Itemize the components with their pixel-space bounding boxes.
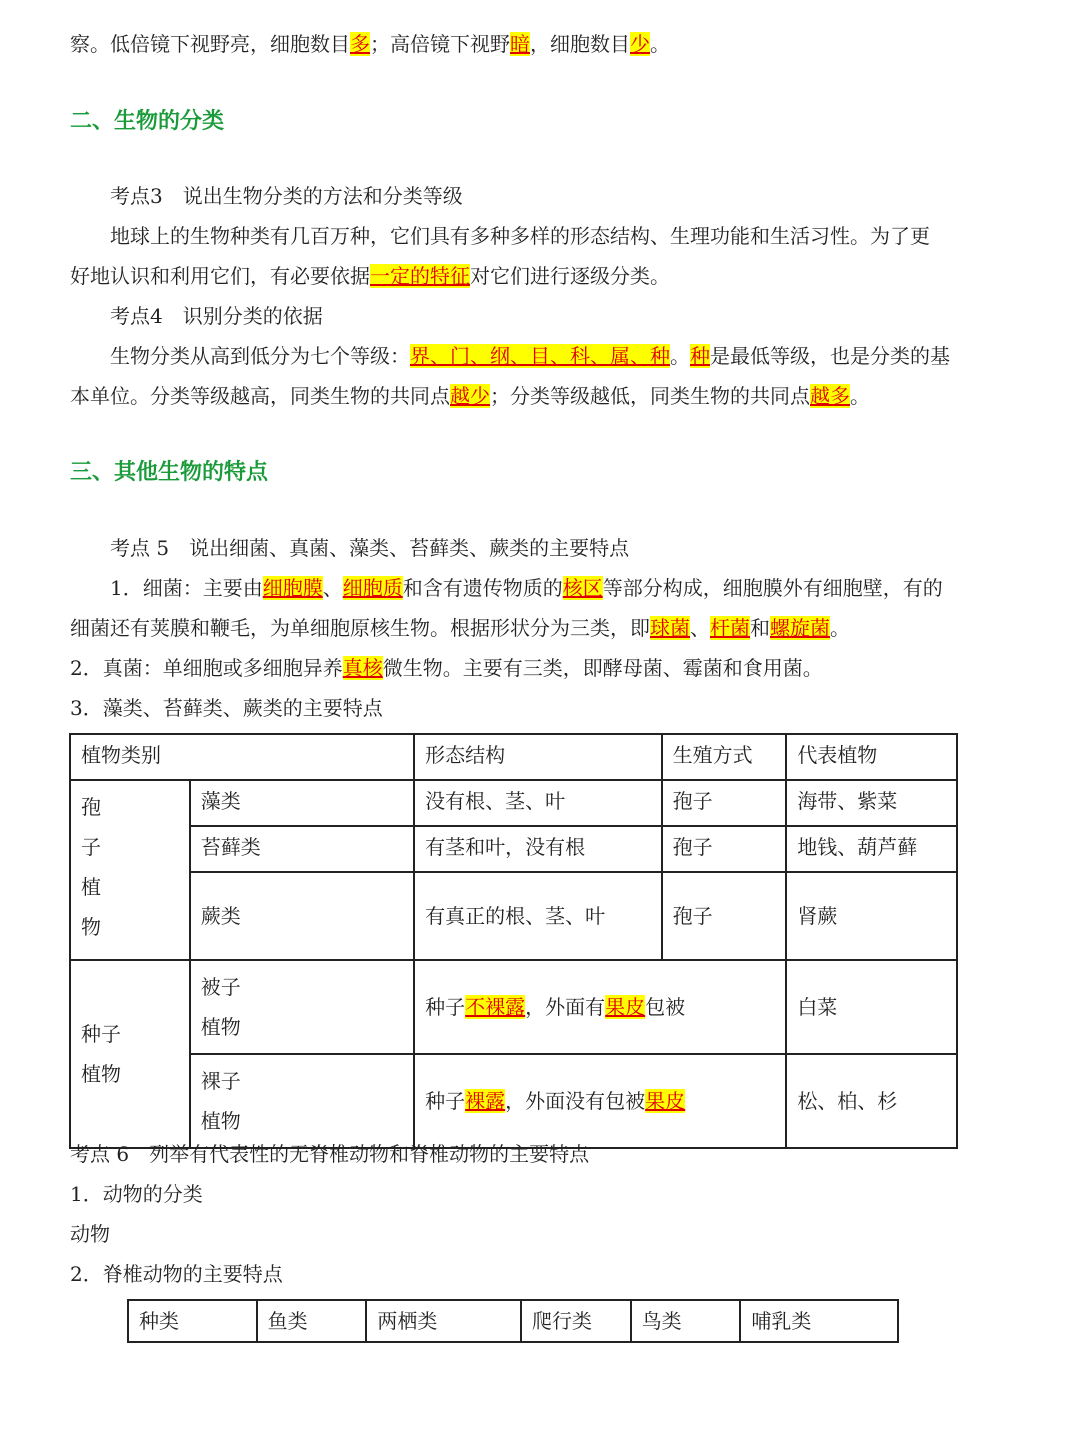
vertebrate-table	[127, 1299, 899, 1343]
table-row: 种子 植物 被子 植物 种子不裸露，外面有果皮包被 白菜	[70, 960, 957, 1054]
highlight: 核区	[562, 576, 603, 600]
header-representative: 代表植物	[786, 734, 957, 780]
gymnosperm-structure: 种子裸露，外面没有包被果皮	[414, 1054, 786, 1148]
spore-plants-group: 孢 子 植 物	[70, 780, 190, 960]
highlight: 越少	[450, 384, 490, 408]
paragraph-plants-title: 3．藻类、苔藓类、蕨类的主要特点	[70, 696, 383, 720]
paragraph-classification-1: 地球上的生物种类有几百万种，它们具有多种多样的形态结构、生理功能和生活习性。为了更	[110, 224, 930, 248]
paragraph-microscope: 察。低倍镜下视野亮，细胞数目多；高倍镜下视野暗，细胞数目少。	[70, 32, 670, 56]
paragraph-ranks-2: 本单位。分类等级越高，同类生物的共同点越少；分类等级越低，同类生物的共同点越多。	[70, 384, 870, 408]
paragraph-animals: 动物	[70, 1222, 110, 1246]
highlight: 越多	[810, 384, 850, 408]
highlight: 细胞膜	[262, 576, 323, 600]
highlight: 裸露	[465, 1089, 506, 1113]
seed-plants-group: 种子 植物	[70, 960, 190, 1148]
paragraph-vertebrates: 2．脊椎动物的主要特点	[70, 1262, 283, 1286]
highlight: 不裸露	[465, 995, 526, 1019]
highlight: 螺旋菌	[770, 616, 830, 640]
highlight: 一定的特征	[370, 264, 470, 288]
exam-point-5: 考点 5 说出细菌、真菌、藻类、苔藓类、蕨类的主要特点	[110, 536, 630, 560]
table-row: 蕨类 有真正的根、茎、叶 孢子 肾蕨	[70, 872, 957, 960]
paragraph-fungi: 2．真菌：单细胞或多细胞异养真核微生物。主要有三类，即酵母菌、霉菌和食用菌。	[70, 656, 823, 680]
paragraph-bacteria-2: 细菌还有荚膜和鞭毛，为单细胞原核生物。根据形状分为三类，即球菌、杆菌和螺旋菌。	[70, 616, 850, 640]
highlight: 果皮	[645, 1089, 686, 1113]
paragraph-ranks-1: 生物分类从高到低分为七个等级：界、门、纲、目、科、属、种。种是最低等级，也是分类的基	[110, 344, 950, 368]
table-row: 孢 子 植 物 藻类 没有根、茎、叶 孢子 海带、紫菜	[70, 780, 957, 826]
plant-features-table	[69, 733, 958, 1149]
highlight: 杆菌	[710, 616, 750, 640]
highlight: 果皮	[605, 995, 646, 1019]
table-header-row: 种类 鱼类 两栖类 爬行类 鸟类 哺乳类	[128, 1300, 898, 1342]
section-heading-other-organisms: 三、其他生物的特点	[70, 460, 269, 485]
highlight: 球菌	[650, 616, 690, 640]
exam-point-3: 考点3 说出生物分类的方法和分类等级	[110, 184, 463, 208]
paragraph-bacteria-1: 1．细菌：主要由细胞膜、细胞质和含有遗传物质的核区等部分构成，细胞膜外有细胞壁，有的	[110, 576, 943, 600]
paragraph-classification-2: 好地认识和利用它们，有必要依据一定的特征对它们进行逐级分类。	[70, 264, 670, 288]
table-header-row	[70, 734, 957, 780]
angiosperm-label: 被子 植物	[190, 960, 414, 1054]
header-plant-category: 植物类别	[70, 734, 414, 780]
angiosperm-structure: 种子不裸露，外面有果皮包被	[414, 960, 786, 1054]
highlight: 多	[350, 32, 370, 56]
header-reproduction: 生殖方式	[662, 734, 787, 780]
highlight: 种	[690, 344, 710, 368]
highlight: 暗	[510, 32, 530, 56]
gymnosperm-label: 裸子 植物	[190, 1054, 414, 1148]
section-heading-classification: 二、生物的分类	[70, 109, 225, 134]
paragraph-animal-classification: 1．动物的分类	[70, 1182, 203, 1206]
table-row: 裸子 植物 种子裸露，外面没有包被果皮 松、柏、杉	[70, 1054, 957, 1148]
highlight: 少	[630, 32, 650, 56]
exam-point-6: 考点 6 列举有代表性的无脊椎动物和脊椎动物的主要特点	[70, 1142, 590, 1166]
header-morphology: 形态结构	[414, 734, 661, 780]
highlight: 细胞质	[342, 576, 403, 600]
highlight: 真核	[342, 656, 383, 680]
table-row: 苔藓类 有茎和叶，没有根 孢子 地钱、葫芦藓	[70, 826, 957, 872]
highlight: 界、门、纲、目、科、属、种	[410, 344, 670, 368]
exam-point-4: 考点4 识别分类的依据	[110, 304, 323, 328]
